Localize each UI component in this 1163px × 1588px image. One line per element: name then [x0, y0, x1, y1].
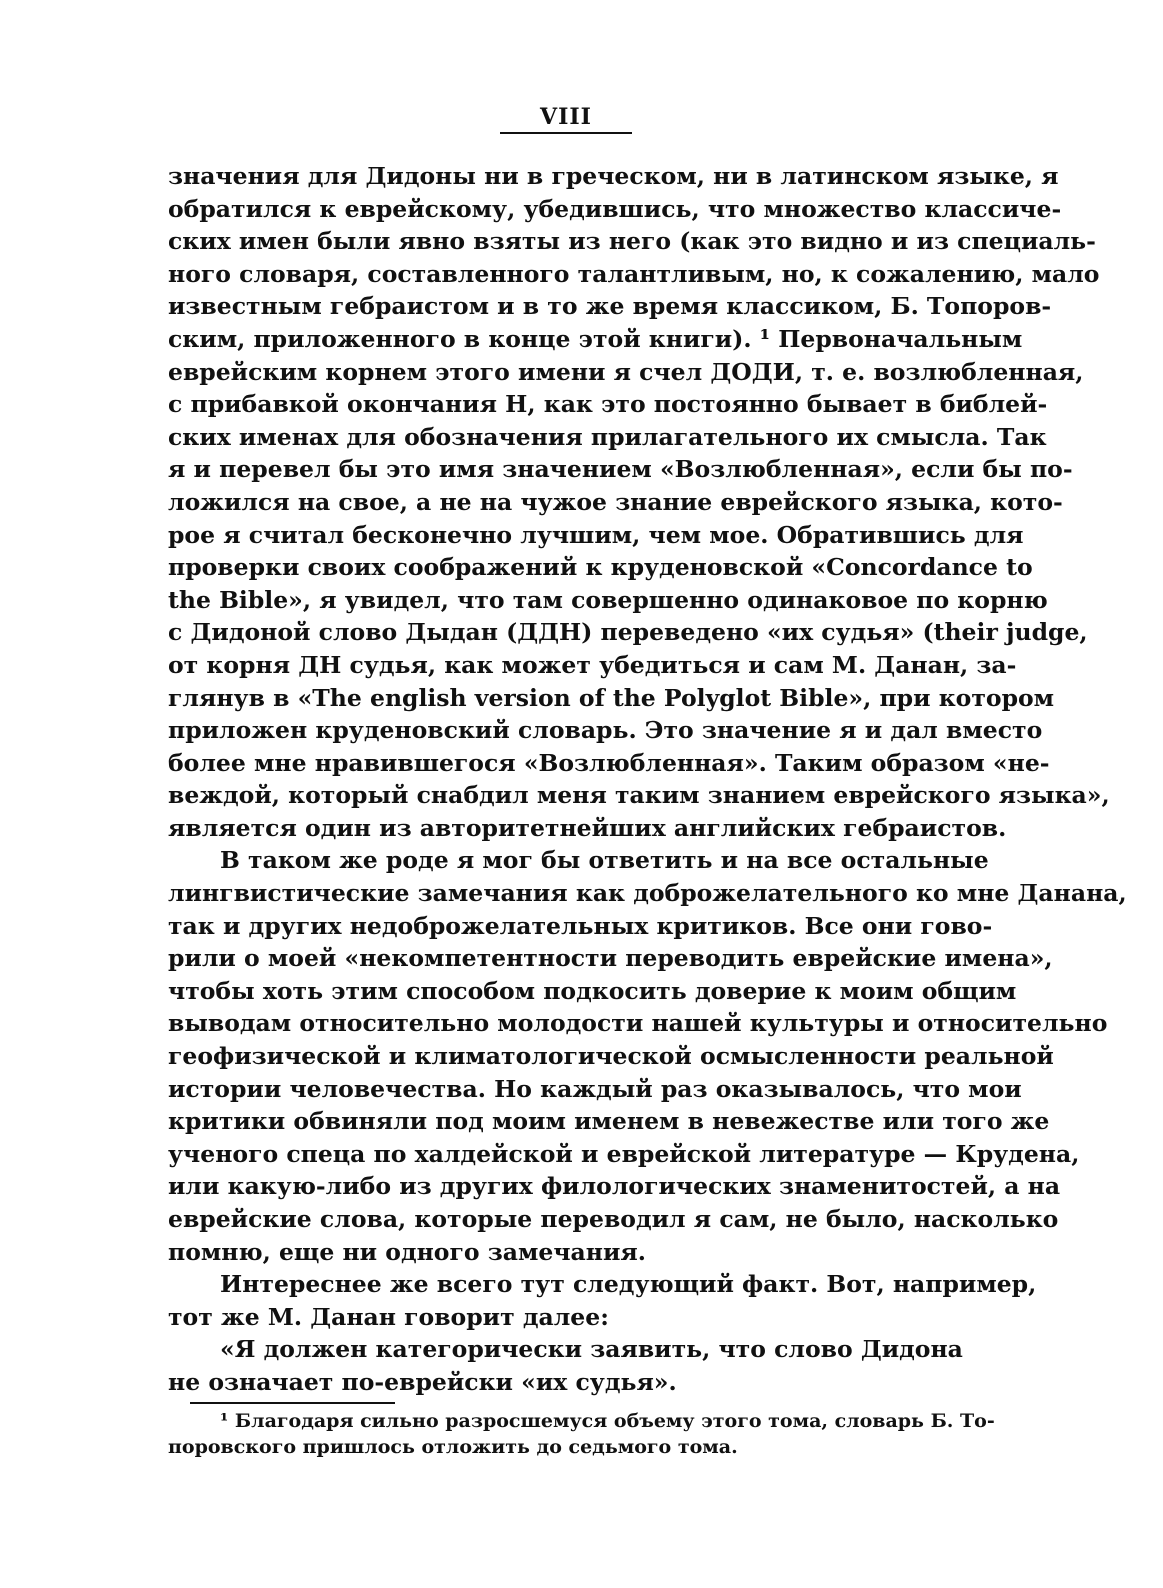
text-line: критики обвиняли под моим именем в невежестве или того же: [168, 1107, 1050, 1136]
text-line: ложился на свое, а не на чужое знание еврейского языка, кото-: [168, 487, 1063, 516]
text-line: лингвистические замечания как доброжелательного ко мне Данана,: [168, 879, 1127, 908]
text-line: я и перевел бы это имя значением «Возлюбленная», если бы по-: [168, 455, 1073, 484]
text-line: ских именах для обозначения прилагательного их смысла. Так: [168, 422, 1047, 451]
text-line: не означает по-еврейски «их судья».: [168, 1367, 677, 1396]
paragraph-2: [168, 844, 1127, 1268]
text-line: еврейским корнем этого имени я счел ДОДИ, т. е. возлюбленная,: [168, 357, 1084, 386]
text-line: так и других недоброжелательных критиков. Все они гово-: [168, 911, 993, 940]
text-line: более мне нравившегося «Возлюбленная». Таким образом «не-: [168, 748, 1050, 777]
text-line: приложен круденовский словарь. Это значение я и дал вместо: [168, 716, 1043, 745]
text-line: выводам относительно молодости нашей культуры и относительно: [168, 1009, 1108, 1038]
text-line: с Дидоной слово Дыдан (ДДН) переведено «их судья» (their judge,: [168, 618, 1088, 647]
paragraph-3: [168, 1268, 1037, 1333]
text-line: помню, еще ни одного замечания.: [168, 1237, 646, 1266]
text-line: известным гебраистом и в то же время классиком, Б. Топоров-: [168, 292, 1052, 321]
text-line: the Bible», я увидел, что там совершенно одинаковое по корню: [168, 585, 1048, 614]
footnote-line: поровского пришлось отложить до седьмого тома.: [168, 1436, 738, 1458]
text-line: рое я считал бесконечно лучшим, чем мое. Обратившись для: [168, 520, 1024, 549]
footnote-line: ¹ Благодаря сильно разросшемуся объему этого тома, словарь Б. То-: [220, 1410, 995, 1432]
text-line: проверки своих соображений к круденовской «Concordance to: [168, 553, 1033, 582]
text-line: ских имен были явно взяты из него (как это видно и из специаль-: [168, 227, 1096, 256]
text-line: тот же М. Данан говорит далее:: [168, 1302, 609, 1331]
text-line: В таком же роде я мог бы ответить и на все остальные: [220, 846, 989, 875]
text-line: является один из авторитетнейших английских гебраистов.: [168, 813, 1007, 842]
text-line: с прибавкой окончания Н, как это постоянно бывает в библей-: [168, 390, 1048, 419]
paragraph-4: [168, 1333, 963, 1398]
text-line: ученого спеца по халдейской и еврейской литературе — Крудена,: [168, 1139, 1080, 1168]
text-line: чтобы хоть этим способом подкосить доверие к моим общим: [168, 976, 1017, 1005]
text-line: рили о моей «некомпетентности переводить еврейские имена»,: [168, 944, 1053, 973]
text-line: глянув в «The english version of the Polyglot Bible», при котором: [168, 683, 1055, 712]
paragraph-1: [168, 160, 1110, 844]
text-line: ного словаря, составленного талантливым, но, к сожалению, мало: [168, 259, 1100, 288]
text-line: или какую-либо из других филологических знаменитостей, а на: [168, 1172, 1061, 1201]
text-line: «Я должен категорически заявить, что слово Дидона: [220, 1335, 963, 1364]
text-line: обратился к еврейскому, убедившись, что множество классиче-: [168, 194, 1062, 223]
page-number: VIII: [540, 104, 592, 130]
header-rule: [500, 132, 632, 134]
footnote-rule: [190, 1402, 395, 1404]
main-text: [168, 160, 1127, 1399]
text-line: истории человечества. Но каждый раз оказывалось, что мои: [168, 1074, 1022, 1103]
text-line: ским, приложенного в конце этой книги). ¹ Первоначальным: [168, 324, 1023, 353]
text-line: значения для Дидоны ни в греческом, ни в латинском языке, я: [168, 162, 1059, 190]
text-line: геофизической и климатологической осмысленности реальной: [168, 1042, 1054, 1071]
text-line: веждой, который снабдил меня таким знанием еврейского языка»,: [168, 781, 1110, 810]
footnote: [168, 1408, 995, 1460]
text-line: Интереснее же всего тут следующий факт. Вот, например,: [220, 1270, 1037, 1299]
text-line: от корня ДН судья, как может убедиться и сам М. Данан, за-: [168, 650, 1017, 679]
text-line: еврейские слова, которые переводил я сам, не было, насколько: [168, 1205, 1059, 1233]
